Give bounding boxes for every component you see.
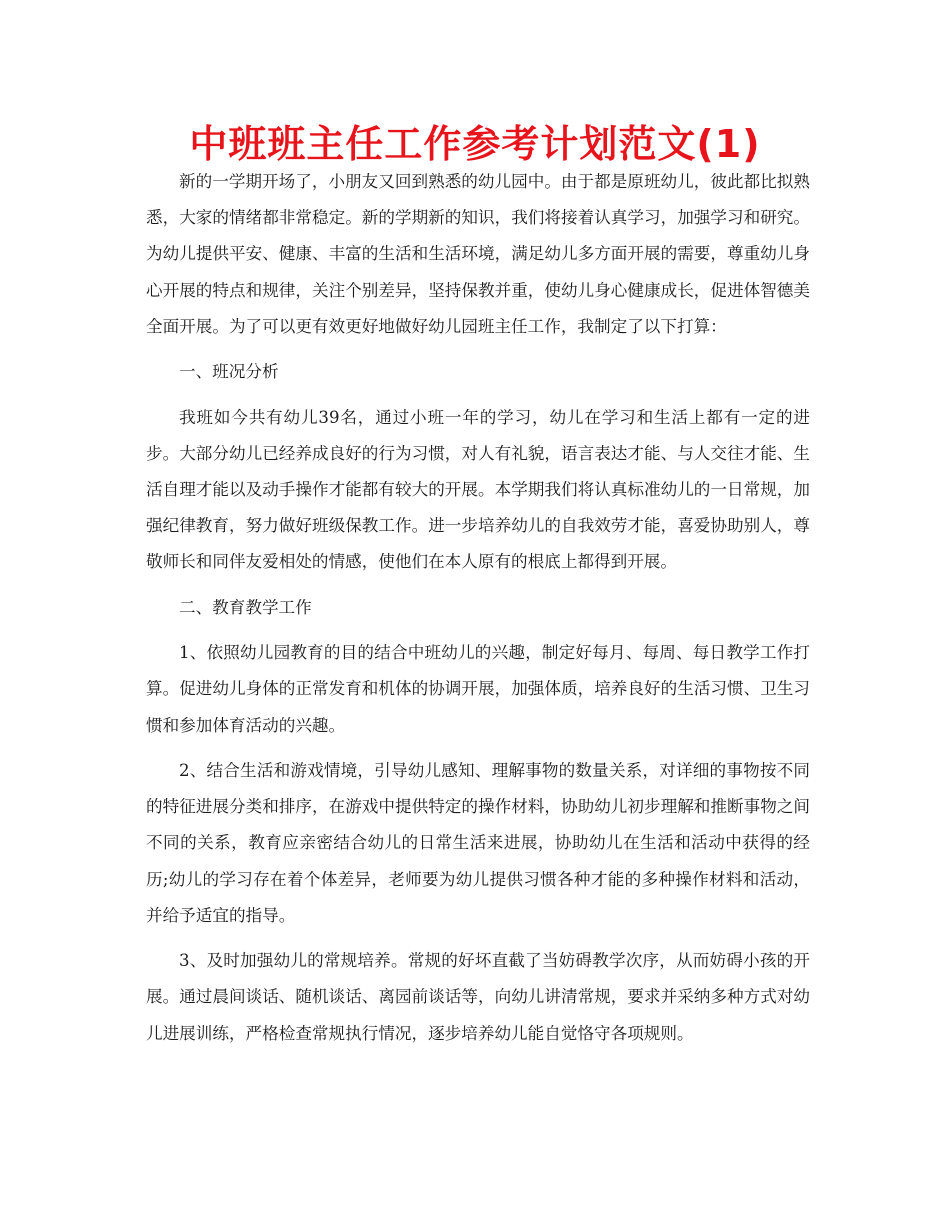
document-title: 中班班主任工作参考计划范文(1) bbox=[189, 122, 761, 166]
paragraph-item-1: 1、依照幼儿园教育的目的结合中班幼儿的兴趣，制定好每月、每周、每日教学工作打算。促进幼儿身体的正常发育和机体的协调开展，加强体质，培养良好的生活习惯、卫生习惯和参加体育活动的兴趣。 bbox=[146, 643, 810, 735]
paragraph-item-3: 3、及时加强幼儿的常规培养。常规的好坏直截了当妨碍教学次序，从而妨碍小孩的开展。通过晨间谈话、随机谈话、离园前谈话等，向幼儿讲清常规，要求并采纳多种方式对幼儿进展训练，严格检查常规执行情况，逐步培养幼儿能自觉恪守各项规则。 bbox=[146, 951, 810, 1043]
section-heading-teaching-work: 二、教育教学工作 bbox=[179, 597, 312, 617]
paragraph-class-analysis: 我班如今共有幼儿39名，通过小班一年的学习，幼儿在学习和生活上都有一定的进步。大部分幼儿已经养成良好的行为习惯，对人有礼貌，语言表达才能、与人交往才能、生活自理才能以及动手操作才能都有较大的开展。本学期我们将认真标准幼儿的一日常规，加强纪律教育，努力做好班级保教工作。进一步培养幼儿的自我效劳才能，喜爱协助别人，尊敬师长和同伴友爱相处的情感，使他们在本人原有的根底上都得到开展。 bbox=[146, 407, 810, 572]
section-heading-class-analysis: 一、班况分析 bbox=[179, 362, 279, 382]
paragraph-item-2: 2、结合生活和游戏情境，引导幼儿感知、理解事物的数量关系，对详细的事物按不同的特征进展分类和排序，在游戏中提供特定的操作材料，协助幼儿初步理解和推断事物之间不同的关系，教育应亲密结合幼儿的日常生活来进展，协助幼儿在生活和活动中获得的经历;幼儿的学习存在着个体差异，老师要为幼儿提供习惯各种才能的多种操作材料和活动，并给予适宜的指导。 bbox=[146, 760, 810, 925]
document-body bbox=[146, 164, 810, 1052]
paragraph-intro: 新的一学期开场了，小朋友又回到熟悉的幼儿园中。由于都是原班幼儿，彼此都比拟熟悉，大家的情绪都非常稳定。新的学期新的知识，我们将接着认真学习，加强学习和研究。为幼儿提供平安、健康、丰富的生活和生活环境，满足幼儿多方面开展的需要，尊重幼儿身心开展的特点和规律，关注个别差异，坚持保教并重，使幼儿身心健康成长，促进体智德美全面开展。为了可以更有效更好地做好幼儿园班主任工作，我制定了以下打算： bbox=[146, 172, 810, 336]
